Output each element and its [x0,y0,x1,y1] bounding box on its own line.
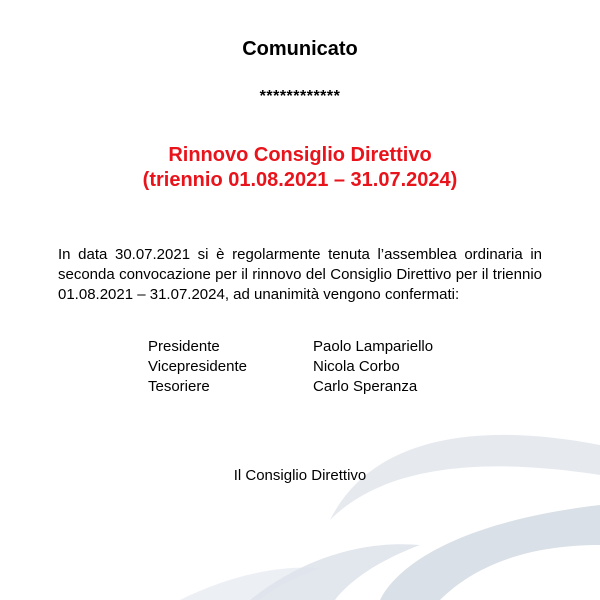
board-role: Presidente [148,338,220,355]
announcement-paragraph: In data 30.07.2021 si è regolarmente tenuta l’assemblea ordinaria in seconda convocazione per il rinnovo del Consiglio Direttivo per il triennio 01.08.2021 – 31.07.2024, ad unanimità vengono confermati: [58,246,542,303]
board-member-name: Nicola Corbo [313,358,400,375]
heading-line-1: Rinnovo Consiglio Direttivo [168,144,432,166]
board-row-tesoriere [148,377,498,397]
board-member-name: Paolo Lampariello [313,338,434,355]
signature: Il Consiglio Direttivo [233,467,367,484]
document-heading [0,143,600,193]
board-row-vicepresidente [148,357,498,377]
board-role: Tesoriere [148,378,210,395]
document-title: Comunicato [242,38,358,60]
board-members-list [148,337,498,397]
board-role: Vicepresidente [148,358,247,375]
heading-line-2: (triennio 01.08.2021 – 31.07.2024) [142,169,458,191]
separator-stars: ************ [259,88,341,105]
board-row-presidente [148,337,498,357]
board-member-name: Carlo Speranza [313,378,418,395]
